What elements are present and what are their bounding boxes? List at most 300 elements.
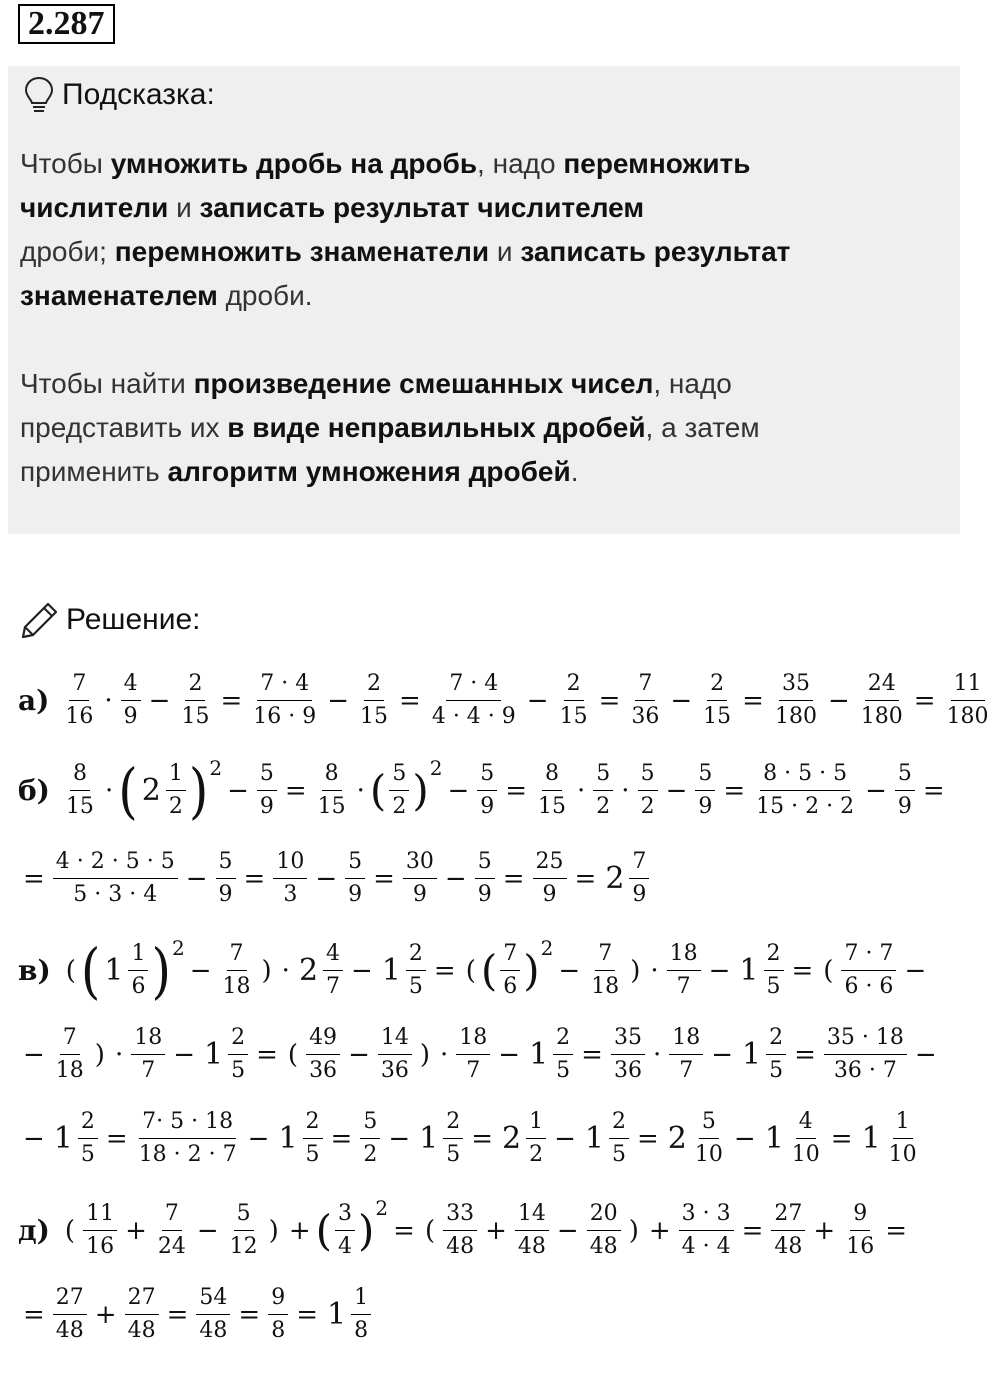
numerator: 5 [895,758,915,791]
denominator: 16 · 9 [253,704,317,729]
denominator: 15 [181,704,210,729]
operator: − [148,685,171,716]
operator: = [433,955,456,986]
big-paren: ( [118,755,138,826]
numerator: 7 · 7 [841,938,896,971]
exponent: 2 [429,756,443,780]
numerator: 1 [351,1282,371,1315]
operator: = [913,685,936,716]
fraction [216,846,236,911]
operator: − [185,863,208,894]
solution-line [18,755,950,826]
fraction [121,668,141,733]
denominator: 48 [55,1318,84,1343]
numerator: 5 [216,846,236,879]
task-number: 2.287 [18,4,115,44]
denominator: 12 [229,1234,258,1259]
operator: = [505,775,528,806]
numerator: 1 [526,1106,546,1139]
denominator: 10 [791,1142,820,1167]
fraction [125,1282,159,1347]
fraction [593,758,613,823]
operator: − [351,955,373,986]
denominator: 48 [517,1234,546,1259]
numerator: 54 [196,1282,230,1315]
denominator: 8 [271,1318,286,1343]
fraction [323,938,343,1003]
fraction [669,1022,703,1087]
fraction [403,846,437,911]
operator: = [296,1299,318,1330]
denominator: 4 · 4 [681,1234,731,1259]
denominator: 16 [846,1234,875,1259]
hint-header [24,76,215,114]
fraction [609,1106,629,1171]
operator: − [227,775,249,806]
numerator: 7 [635,668,655,701]
fraction [351,1282,371,1347]
denominator: 3 [283,882,298,907]
operator: ( [465,955,476,986]
whole-part: 2 [141,773,161,808]
numerator: 4 [796,1106,816,1139]
fraction [360,1106,380,1171]
numerator: 2 [707,668,727,701]
operator: = [791,955,814,986]
operator: = [23,1299,45,1330]
hint-text-segment: Чтобы найти [20,368,194,399]
numerator: 5 [345,846,365,879]
numerator: 33 [443,1198,477,1231]
operator: ) [94,1039,105,1070]
hint-bold-text: перемножить знаменатели [114,236,490,267]
operator: − [23,1123,45,1154]
operator: − [196,1215,219,1246]
operator: = [105,1123,128,1154]
operator: − [526,685,549,716]
whole-part: 1 [584,1121,604,1156]
denominator: 18 [591,974,620,999]
numerator: 7 [595,938,615,971]
operator: = [330,1123,353,1154]
denominator: 36 · 7 [833,1058,897,1083]
operator: = [238,1299,261,1330]
numerator: 5 [699,1106,719,1139]
whole-part: 1 [104,953,124,988]
hint-text [20,142,920,494]
fraction [443,1106,463,1171]
fraction [335,1198,355,1263]
paren: ( [480,945,498,995]
whole-part: 1 [764,1121,784,1156]
operator: − [904,955,927,986]
operator: = [922,775,945,806]
fraction [753,758,857,823]
numerator: 35 · 18 [824,1022,907,1055]
whole-part: 2 [605,861,625,896]
whole-part: 1 [742,1037,762,1072]
operator: ) [628,1215,639,1246]
denominator: 7 [326,974,341,999]
denominator: 180 [946,704,989,729]
item-label: д) [18,1214,50,1247]
numerator: 9 [850,1198,870,1231]
fraction [178,668,212,733]
denominator: 4 [338,1234,353,1259]
operator: = [637,1123,659,1154]
operator: · [577,775,586,806]
hint-text-segment: применить [20,456,168,487]
paren: ( [315,1205,333,1255]
numerator: 4 · 2 · 5 · 5 [53,846,178,879]
operator: − [189,955,212,986]
operator: − [388,1123,411,1154]
fraction [771,1198,805,1263]
hint-text-segment: , а затем [645,412,760,443]
fraction [692,1106,726,1171]
operator: − [498,1039,521,1070]
denominator: 8 [354,1318,369,1343]
exponent: 2 [540,936,554,960]
fraction [553,1022,573,1087]
numerator: 5 [638,758,658,791]
paren: ( [369,765,387,815]
denominator: 36 [380,1058,409,1083]
fraction [611,1022,645,1087]
numerator: 7 · 4 [257,668,312,701]
fraction [638,758,658,823]
numerator: 35 [611,1022,645,1055]
fraction [303,1106,323,1171]
fraction [895,758,915,823]
fraction [526,1106,546,1171]
fraction [886,1106,920,1171]
fraction [257,758,277,823]
operator: = [373,863,395,894]
denominator: 9 [477,882,492,907]
hint-text-segment: Чтобы [20,148,111,179]
operator: ( [64,1215,76,1246]
item-label: а) [18,684,50,717]
denominator: 4 · 4 · 9 [431,704,516,729]
numerator: 27 [125,1282,159,1315]
paren: ) [523,945,540,995]
denominator: 48 [589,1234,618,1259]
denominator: 9 [480,794,495,819]
denominator: 7 [679,1058,694,1083]
numerator: 8 [322,758,342,791]
numerator: 2 [228,1022,248,1055]
denominator: 5 [766,974,781,999]
solution-line [18,1198,912,1263]
denominator: 5 [408,974,423,999]
fraction [429,668,519,733]
whole-part: 1 [529,1037,549,1072]
numerator: 2 [443,1106,463,1139]
numerator: 11 [951,668,985,701]
denominator: 15 [65,794,94,819]
operator: + [813,1215,836,1246]
operator: − [711,1039,734,1070]
numerator: 49 [306,1022,340,1055]
hint-text-segment: , надо [653,368,732,399]
operator: · [104,775,114,806]
denominator: 6 [131,974,146,999]
denominator: 48 [774,1234,803,1259]
fraction [53,846,178,911]
denominator: 180 [774,704,817,729]
numerator: 30 [403,846,437,879]
numerator: 2 [766,1022,786,1055]
denominator: 36 [613,1058,642,1083]
operator: · [114,1039,124,1070]
fraction [53,1282,87,1347]
numerator: 7 [500,938,520,971]
operator: − [827,685,850,716]
operator: − [23,1039,45,1070]
operator: = [399,685,421,716]
denominator: 2 [168,794,183,819]
operator: − [327,685,350,716]
denominator: 2 [363,1142,378,1167]
big-paren: ) [151,935,171,1006]
operator: + [288,1215,311,1246]
fraction [78,1106,98,1171]
solution-line [18,668,995,733]
denominator: 9 [259,794,274,819]
numerator: 7 [69,668,89,701]
operator: · [356,775,365,806]
operator: · [652,1039,662,1070]
numerator: 2 [406,938,426,971]
operator: = [581,1039,603,1070]
solution-line [18,1106,923,1171]
fraction [772,668,820,733]
numerator: 2 [764,938,784,971]
fraction [944,668,992,733]
operator: = [741,1215,764,1246]
operator: + [94,1299,117,1330]
big-paren: ) [188,755,209,826]
fraction [588,938,622,1003]
denominator: 15 [559,704,588,729]
numerator: 2 [185,668,205,701]
numerator: 1 [166,758,186,791]
numerator: 3 [335,1198,355,1231]
fraction [155,1198,189,1263]
hint-text-segment: . [570,456,579,487]
operator: − [558,955,581,986]
denominator: 15 · 2 · 2 [756,794,855,819]
operator: · [104,685,113,716]
denominator: 48 [446,1234,475,1259]
operator: = [243,863,266,894]
operator: − [556,1215,579,1246]
fraction [53,1022,87,1087]
denominator: 18 [55,1058,84,1083]
operator: = [574,863,597,894]
big-paren: ( [80,935,101,1006]
operator: ) [268,1215,279,1246]
denominator: 16 [86,1234,115,1259]
fraction [443,1198,477,1263]
operator: = [742,685,764,716]
numerator: 2 [364,668,384,701]
denominator: 10 [694,1142,723,1167]
operator: = [502,863,525,894]
operator: ( [424,1215,436,1246]
numerator: 35 [779,668,813,701]
operator: · [650,955,659,986]
fraction [273,846,307,911]
fraction [131,1022,165,1087]
operator: − [670,685,693,716]
solution-line [18,1022,942,1087]
numerator: 5 [695,758,715,791]
numerator: 7 [227,938,247,971]
numerator: 2 [564,668,584,701]
numerator: 2 [78,1106,98,1139]
operator: ( [287,1039,299,1070]
hint-bold-text: произведение смешанных чисел [193,368,654,399]
numerator: 18 [131,1022,165,1055]
numerator: 14 [515,1198,549,1231]
operator: − [865,775,887,806]
fraction [841,938,896,1003]
fraction [196,1282,230,1347]
denominator: 7 [141,1058,156,1083]
numerator: 2 [609,1106,629,1139]
fraction [587,1198,621,1263]
fraction [535,758,569,823]
solution-title: Решение: [66,603,201,636]
fraction [557,668,591,733]
whole-part: 1 [861,1121,881,1156]
operator: = [830,1123,853,1154]
fraction [628,668,662,733]
fraction [766,1022,786,1087]
operator: − [173,1039,196,1070]
numerator: 24 [865,668,899,701]
denominator: 9 [412,882,427,907]
item-label: в) [18,954,51,987]
denominator: 10 [888,1142,917,1167]
denominator: 15 [317,794,346,819]
fraction [515,1198,549,1263]
fraction [357,668,391,733]
hint-bold-text: в виде неправильных дробей [227,412,646,443]
denominator: 15 [703,704,732,729]
denominator: 6 · 6 [844,974,894,999]
fraction [227,1198,261,1263]
numerator: 5 [475,846,495,879]
whole-part: 2 [502,1121,522,1156]
denominator: 9 [897,794,912,819]
hint-text-segment: дроби. [217,280,313,311]
operator: = [598,685,621,716]
denominator: 16 [65,704,94,729]
numerator: 5 [593,758,613,791]
fraction [858,668,906,733]
hint-bold-text: алгоритм умножения дробей [167,456,571,487]
operator: = [471,1123,494,1154]
numerator: 8 [70,758,90,791]
fraction [764,938,784,1003]
fraction [389,758,409,823]
numerator: 2 [553,1022,573,1055]
operator: + [648,1215,671,1246]
numerator: 7 · 4 [446,668,501,701]
hint-text-segment: и [489,236,521,267]
denominator: 9 [542,882,557,907]
fraction [477,758,497,823]
solution-line [18,935,931,1006]
fraction [475,846,495,911]
operator: = [166,1299,189,1330]
operator: − [447,775,470,806]
operator: = [723,775,746,806]
hint-bold-text: умножить дробь на дробь [110,148,478,179]
operator: − [733,1123,756,1154]
fraction [695,758,715,823]
whole-part: 1 [739,953,759,988]
denominator: 7 [466,1058,481,1083]
operator: = [23,863,45,894]
denominator: 5 [446,1142,461,1167]
fraction [406,938,426,1003]
denominator: 5 [769,1058,784,1083]
operator: ( [65,955,76,986]
denominator: 9 [123,704,138,729]
hint-text-segment: и [168,192,200,223]
numerator: 2 [303,1106,323,1139]
numerator: 8 [542,758,562,791]
operator: = [885,1215,908,1246]
exponent: 2 [209,756,223,780]
denominator: 2 [596,794,611,819]
solution-line [18,1282,374,1347]
fraction [62,668,96,733]
hint-bold-text: числители [20,192,169,223]
denominator: 9 [218,882,233,907]
numerator: 27 [53,1282,87,1315]
solution-header [20,600,200,640]
denominator: 18 · 2 · 7 [138,1142,237,1167]
hint-text-segment: представить их [20,412,228,443]
numerator: 8 · 5 · 5 [760,758,850,791]
fraction [456,1022,490,1087]
denominator: 5 [305,1142,320,1167]
numerator: 4 [323,938,343,971]
numerator: 25 [533,846,567,879]
denominator: 9 [632,882,647,907]
whole-part: 1 [381,953,401,988]
hint-text-segment: , надо [477,148,564,179]
numerator: 4 [121,668,141,701]
denominator: 5 [556,1058,571,1083]
denominator: 2 [392,794,407,819]
numerator: 5 [360,1106,380,1139]
operator: = [794,1039,816,1070]
hint-bold-text: записать результат числителем [199,192,645,223]
operator: + [485,1215,507,1246]
numerator: 9 [268,1282,288,1315]
fraction [83,1198,117,1263]
hint-text-segment: дроби; [20,236,115,267]
whole-part: 2 [667,1121,687,1156]
denominator: 5 [80,1142,95,1167]
paren: ) [358,1205,375,1255]
